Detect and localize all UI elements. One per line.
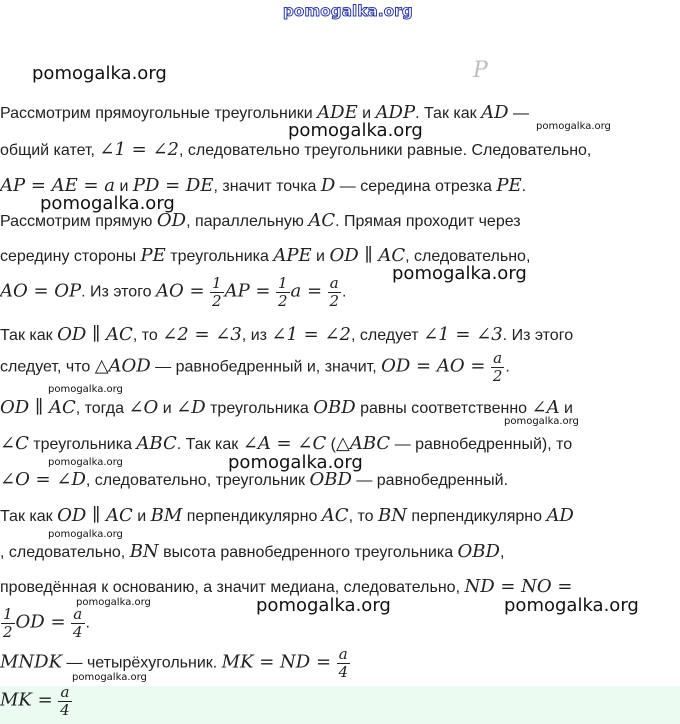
solution-line-10: ∠C треугольника ABC. Так как ∠A = ∠C (△ABC — равнобедренный), то: [0, 433, 573, 454]
solution-line-6: AO = OP. Из этого AO = $\frac{1}{2}$ AP = $\frac{1}{2}$ a = $\frac{a}{2}$ .: [0, 274, 347, 310]
solution-line-9: OD ∥ AC, тогда ∠O и ∠D треугольника OBD равны соответственно ∠A и: [0, 397, 573, 418]
watermark: pomogalka.org: [228, 452, 363, 473]
fraction-a-half: $\frac{a}{2}$: [492, 349, 503, 385]
solution-line-13: , следовательно, BN высота равнобедренного треугольника OBD,: [0, 541, 505, 562]
watermark: pomogalka.org: [504, 595, 639, 616]
watermark: pomogalka.org: [256, 595, 391, 616]
solution-line-12: Так как OD ∥ AC и BM перпендикулярно AC, то BN перпендикулярно AD: [0, 505, 574, 526]
watermark: pomogalka.org: [504, 416, 579, 427]
watermark: pomogalka.org: [392, 263, 527, 284]
watermark: pomogalka.org: [48, 529, 123, 540]
figure-label-p: P: [473, 58, 488, 83]
fraction-a-half: $\frac{a}{2}$: [329, 274, 340, 310]
fraction-a-quarter: $\frac{a}{4}$: [73, 605, 83, 641]
site-watermark-top: pomogalka.org: [283, 2, 413, 20]
fraction-a-quarter: $\frac{a}{4}$: [60, 683, 70, 719]
solution-line-16: MNDK — четырёхугольник. MK = ND = $\frac{a}{4}$: [0, 645, 349, 681]
fraction-one-half: $\frac{1}{2}$: [212, 274, 222, 310]
answer-line: MK = $\frac{a}{4}$: [0, 683, 70, 719]
solution-line-7: Так как OD ∥ AC, то ∠2 = ∠3, из ∠1 = ∠2, следует ∠1 = ∠3. Из этого: [0, 324, 574, 345]
watermark: pomogalka.org: [32, 63, 167, 84]
solution-line-15: $\frac{1}{2}$ OD = $\frac{a}{4}$ .: [3, 605, 90, 641]
solution-line-1: Рассмотрим прямоугольные треугольники ADE и ADP. Так как AD —: [0, 102, 529, 123]
watermark: pomogalka.org: [536, 121, 611, 132]
fraction-one-half: $\frac{1}{2}$: [277, 274, 288, 310]
answer-highlight: [0, 683, 680, 724]
solution-line-3: AP = AE = a и PD = DE, значит точка D — середина отрезка PE.: [0, 175, 527, 196]
fraction-one-half: $\frac{1}{2}$: [3, 605, 13, 641]
watermark: pomogalka.org: [76, 597, 151, 608]
watermark: pomogalka.org: [48, 457, 123, 468]
solution-line-14: проведённая к основанию, а значит медиана, следовательно, ND = NO =: [0, 576, 573, 597]
solution-line-11: ∠O = ∠D, следовательно, треугольник OBD — равнобедренный.: [0, 469, 509, 490]
watermark: pomogalka.org: [40, 193, 175, 214]
fraction-a-quarter: $\frac{a}{4}$: [338, 645, 349, 681]
solution-line-5: середину стороны PE треугольника APE и OD ∥ AC, следовательно,: [0, 245, 531, 266]
watermark: pomogalka.org: [72, 672, 147, 683]
watermark: pomogalka.org: [288, 120, 423, 141]
solution-line-8: следует, что △AOD — равнобедренный и, значит, OD = AO = $\frac{a}{2}$ .: [0, 349, 510, 385]
watermark: pomogalka.org: [48, 384, 123, 395]
solution-line-4: Рассмотрим прямую OD, параллельную AC. Прямая проходит через: [0, 210, 521, 231]
solution-line-2: общий катет, ∠1 = ∠2, следовательно треугольники равные. Следовательно,: [0, 139, 592, 160]
